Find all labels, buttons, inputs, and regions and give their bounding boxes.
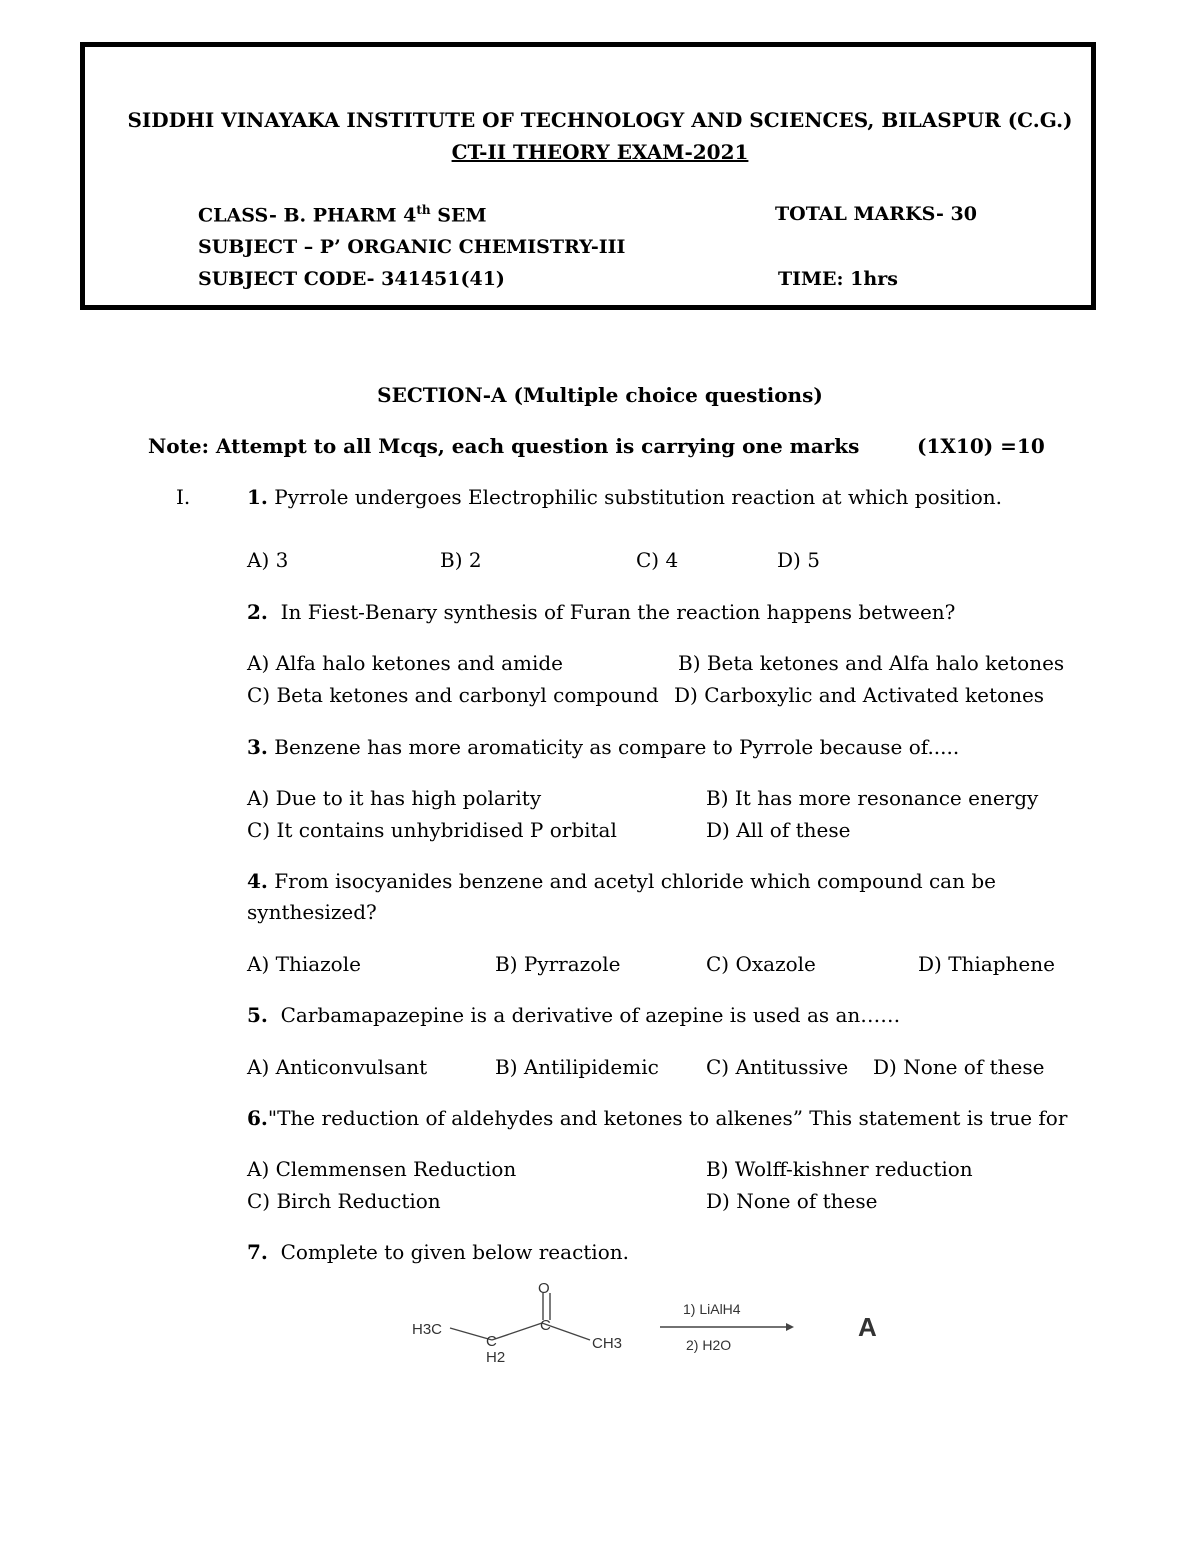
q4-option-c: C) Oxazole [706, 952, 816, 976]
question-1: 1. Pyrrole undergoes Electrophilic substitution reaction at which position. [247, 485, 1003, 509]
oxygen-label: O [538, 1280, 550, 1297]
question-4: 4. From isocyanides benzene and acetyl chloride which compound can be [247, 869, 996, 893]
subject-code-line: SUBJECT CODE- 341451(41) [198, 268, 505, 290]
q5-option-b: B) Antilipidemic [495, 1055, 659, 1079]
q4-option-a: A) Thiazole [247, 952, 361, 976]
reaction-arrow-head [786, 1323, 794, 1331]
ch2-carbon-label: C [486, 1333, 497, 1350]
exam-title: CT-II THEORY EXAM-2021 [451, 140, 749, 164]
q5-option-c: C) Antitussive [706, 1055, 849, 1079]
reagent-1: 1) LiAlH4 [683, 1301, 741, 1317]
q2-option-c: C) Beta ketones and carbonyl compound [247, 683, 659, 707]
q4-option-d: D) Thiaphene [918, 952, 1055, 976]
class-line: CLASS- B. PHARM 4th SEM [198, 203, 487, 227]
q6-option-c: C) Birch Reduction [247, 1189, 441, 1213]
time-allowed: TIME: 1hrs [778, 268, 898, 290]
q6-option-b: B) Wolff-kishner reduction [706, 1157, 973, 1181]
product-label: A [858, 1312, 877, 1342]
section-marks: (1X10) =10 [917, 434, 1045, 458]
q1-option-d: D) 5 [777, 548, 820, 572]
question-2: 2. In Fiest-Benary synthesis of Furan the reaction happens between? [247, 600, 956, 624]
h3c-label: H3C [412, 1321, 443, 1338]
h2-label: H2 [486, 1349, 506, 1366]
reagent-2: 2) H2O [686, 1337, 732, 1353]
section-note: Note: Attempt to all Mcqs, each question is carrying one marks [148, 434, 860, 458]
bond-ch2-co [492, 1323, 542, 1340]
q3-option-b: B) It has more resonance energy [706, 786, 1039, 810]
q5-option-a: A) Anticonvulsant [247, 1055, 428, 1079]
q6-option-d: D) None of these [706, 1189, 878, 1213]
q6-option-a: A) Clemmensen Reduction [247, 1157, 517, 1181]
question-6: 6."The reduction of aldehydes and ketones to alkenes” This statement is true for [247, 1106, 1068, 1130]
q5-option-d: D) None of these [873, 1055, 1045, 1079]
ch3-label: CH3 [592, 1335, 623, 1352]
section-title: SECTION-A (Multiple choice questions) [377, 383, 823, 407]
institute-name: SIDDHI VINAYAKA INSTITUTE OF TECHNOLOGY AND SCIENCES, BILASPUR (C.G.) [127, 108, 1073, 132]
q3-option-d: D) All of these [706, 818, 851, 842]
q1-option-b: B) 2 [440, 548, 482, 572]
reaction-diagram [400, 1280, 920, 1370]
q2-option-d: D) Carboxylic and Activated ketones [674, 683, 1045, 707]
q4-option-b: B) Pyrrazole [495, 952, 621, 976]
q2-option-b: B) Beta ketones and Alfa halo ketones [678, 651, 1065, 675]
question-3: 3. Benzene has more aromaticity as compare to Pyrrole because of..... [247, 735, 960, 759]
question-5: 5. Carbamapazepine is a derivative of azepine is used as an…… [247, 1003, 901, 1027]
q1-option-a: A) 3 [247, 548, 289, 572]
q1-option-c: C) 4 [636, 548, 679, 572]
question-4-line2: synthesized? [247, 900, 377, 924]
total-marks: TOTAL MARKS- 30 [775, 203, 977, 225]
subject-line: SUBJECT – P’ ORGANIC CHEMISTRY-III [198, 236, 626, 258]
q2-option-a: A) Alfa halo ketones and amide [247, 651, 563, 675]
question-7: 7. Complete to given below reaction. [247, 1240, 629, 1264]
q3-option-a: A) Due to it has high polarity [247, 786, 542, 810]
carbonyl-carbon-label: C [540, 1317, 551, 1334]
roman-numeral: I. [176, 485, 191, 509]
q3-option-c: C) It contains unhybridised P orbital [247, 818, 617, 842]
